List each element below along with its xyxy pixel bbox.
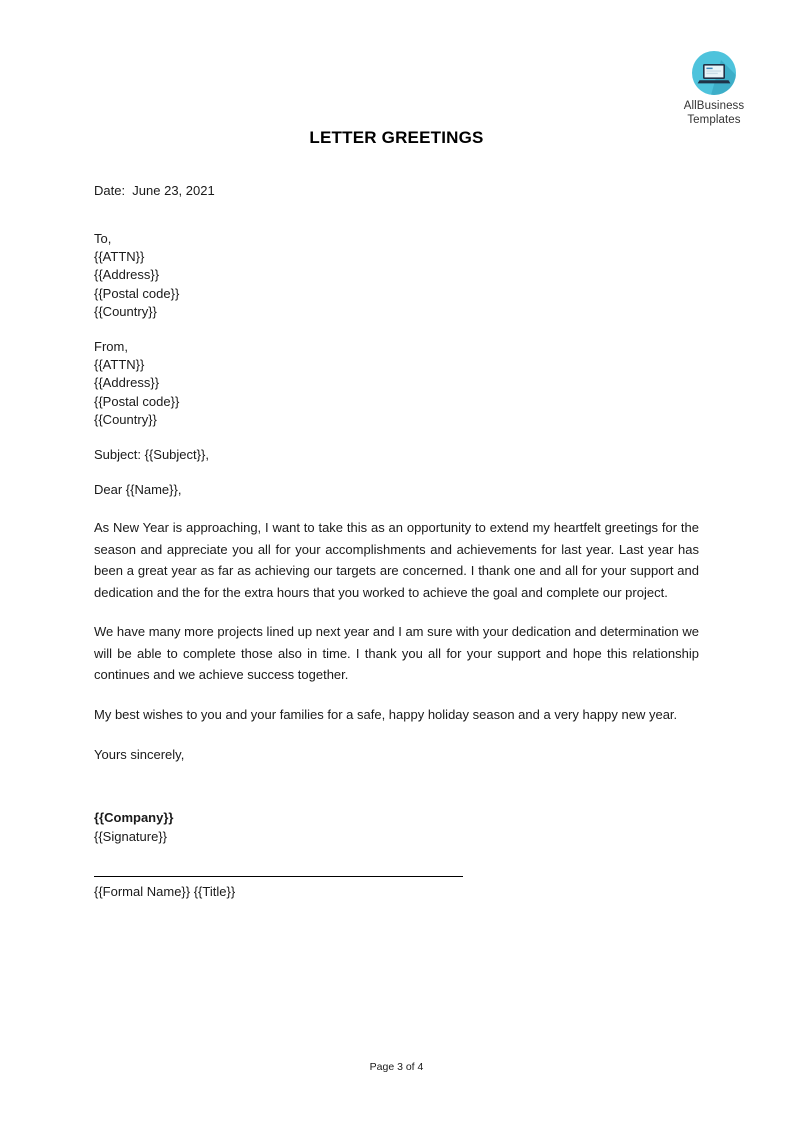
signature-placeholder: {{Signature}} [94, 828, 168, 844]
sender-postal-code: {{Postal code}} [94, 393, 180, 409]
date-line: Date: June 23, 2021 [94, 183, 215, 198]
sender-attn: {{ATTN}} [94, 357, 145, 373]
body-paragraph-3: My best wishes to you and your families for a safe, happy holiday season and a very happy new year. [94, 706, 678, 722]
signature-company: {{Company}} [94, 810, 174, 826]
sender-country: {{Country}} [94, 411, 157, 427]
body-paragraph-2: We have many more projects lined up next year and I am sure with your dedication and determination we will be able to complete those also in time. I thank you all for your support and hope this relationship continues and we achieve success together. [94, 624, 699, 683]
recipient-label: To, [94, 231, 112, 246]
signature-name-title: {{Formal Name}} {{Title}} [94, 884, 236, 900]
letter-sheet [94, 0, 699, 901]
signature-block [94, 809, 699, 846]
signature-rule [94, 876, 463, 877]
logo-text-line2: Templates [687, 113, 741, 126]
sender-address-block [94, 338, 699, 429]
recipient-country: {{Country}} [94, 303, 157, 319]
page-title: LETTER GREETINGS [309, 128, 484, 147]
sender-address: {{Address}} [94, 375, 160, 391]
page-footer: Page 3 of 4 [369, 1061, 424, 1073]
recipient-postal-code: {{Postal code}} [94, 285, 180, 301]
recipient-address-block [94, 230, 699, 321]
logo-text-line1: AllBusiness [683, 100, 745, 112]
recipient-address: {{Address}} [94, 267, 160, 283]
closing-line: Yours sincerely, [94, 747, 185, 763]
body-paragraph-1: As New Year is approaching, I want to take this as an opportunity to extend my heartfelt greetings for the season and appreciate you all for your accomplishments and achievements for last year. Last year has been a great year as far as achieving our targets are concerned. I thank one and all for your support and dedication and the for the extra hours that you worked to achieve the goal and complete our project. [94, 520, 699, 600]
recipient-attn: {{ATTN}} [94, 249, 145, 265]
sender-label: From, [94, 339, 128, 355]
salutation-line: Dear {{Name}}, [94, 482, 182, 498]
subject-line: Subject: {{Subject}}, [94, 447, 209, 463]
